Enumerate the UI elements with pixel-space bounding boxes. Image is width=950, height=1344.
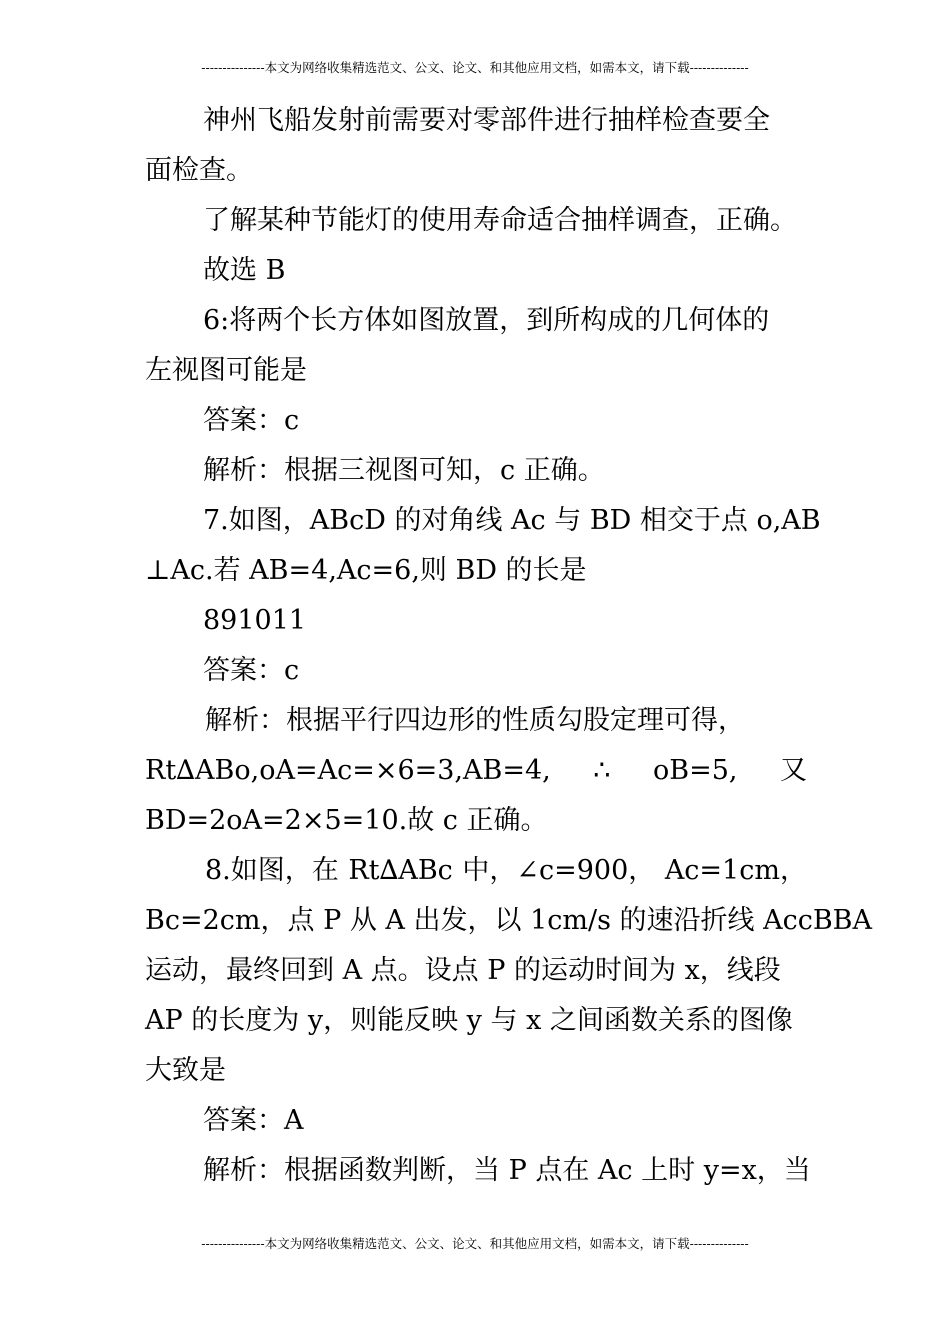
text-line: Bc=2cm，点 P 从 A 出发，以 1cm/s 的速沿折线 AccBBA xyxy=(145,905,873,936)
analysis-line: 解析：根据三视图可知，c 正确。 xyxy=(203,455,605,486)
analysis-line: 解析：根据函数判断，当 P 点在 Ac 上时 y=x，当 xyxy=(203,1155,811,1186)
text-line: 面检查。 xyxy=(145,155,253,186)
text-line: 大致是 xyxy=(145,1055,226,1086)
text-segment: Rt∆ABo,oA=Ac=×6=3,AB=4, xyxy=(145,755,551,786)
question-8-line xyxy=(145,846,807,896)
text-segment: Ac=1cm， xyxy=(664,855,807,886)
text-line: 了解某种节能灯的使用寿命适合抽样调查，正确。 xyxy=(203,205,797,236)
header-banner: ---------------本文为网络收集精选范文、公文、论文、和其他应用文档，如需本文，请下载-------------- xyxy=(201,60,749,75)
text-line: 神州飞船发射前需要对零部件进行抽样检查要全 xyxy=(203,105,770,136)
text-line: 故选 B xyxy=(203,255,286,286)
text-segment: 又 xyxy=(779,755,807,786)
text-segment: oB=5, xyxy=(652,755,738,786)
text-line: ⊥Ac.若 AB=4,Ac=6,则 BD 的长是 xyxy=(145,555,587,586)
text-line: 运动，最终回到 A 点。设点 P 的运动时间为 x，线段 xyxy=(145,955,781,986)
footer-banner: ---------------本文为网络收集精选范文、公文、论文、和其他应用文档，如需本文，请下载-------------- xyxy=(201,1236,749,1251)
question-6-line: 6:将两个长方体如图放置，到所构成的几何体的 xyxy=(203,305,770,336)
analysis-line: 解析：根据平行四边形的性质勾股定理可得， xyxy=(205,705,745,736)
answer-line: 答案：A xyxy=(203,1105,304,1136)
question-7-line: 7.如图，ABcD 的对角线 Ac 与 BD 相交于点 o,AB xyxy=(203,505,821,536)
therefore-symbol: ∴ xyxy=(593,755,611,786)
answer-line: 答案：c xyxy=(203,655,300,686)
answer-line: 答案：c xyxy=(203,405,300,436)
text-line: AP 的长度为 y，则能反映 y 与 x 之间函数关系的图像 xyxy=(145,1005,793,1036)
text-segment: 中，∠c=900， xyxy=(462,855,656,886)
justified-line xyxy=(145,746,807,796)
document-body xyxy=(145,96,873,1196)
text-segment: 8.如图，在 xyxy=(205,855,339,886)
options-line: 891011 xyxy=(203,605,307,636)
text-line: BD=2oA=2×5=10.故 c 正确。 xyxy=(145,805,548,836)
text-segment: Rt∆ABc xyxy=(348,855,453,886)
text-line: 左视图可能是 xyxy=(145,355,307,386)
